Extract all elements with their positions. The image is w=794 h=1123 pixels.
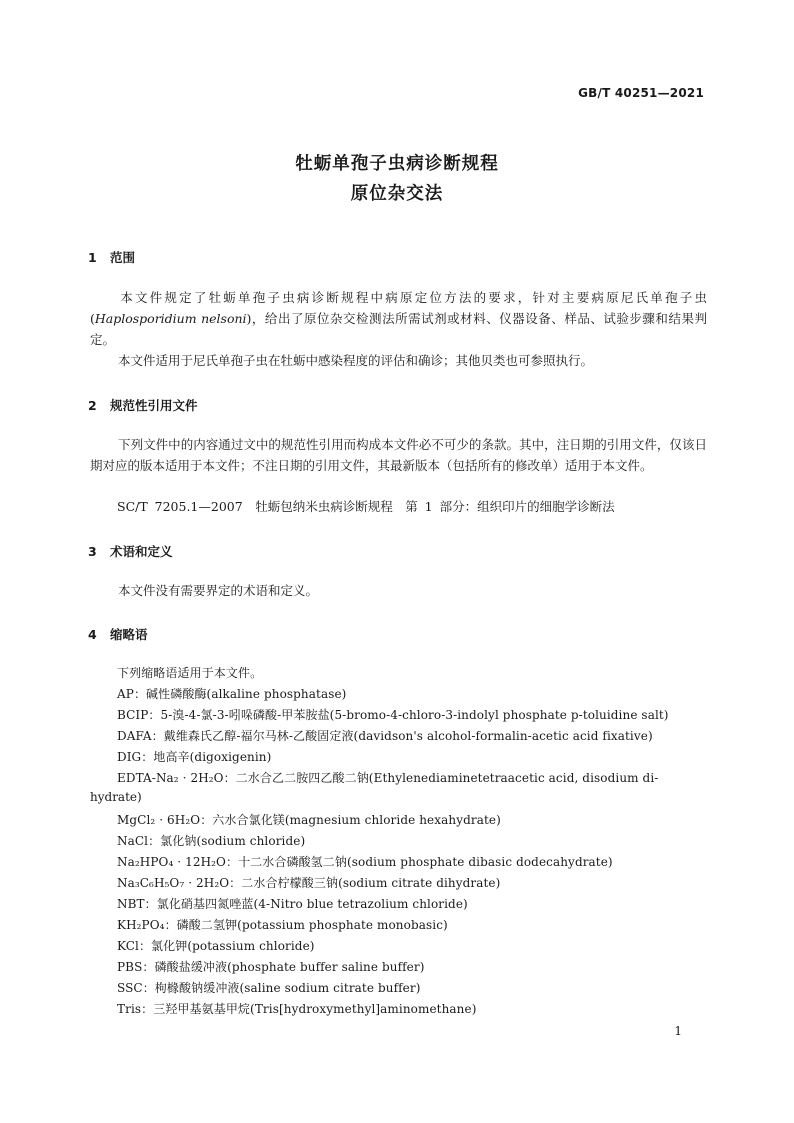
document-title: 牡蛎单孢子虫病诊断规程 — [295, 154, 499, 174]
normative-reference: SC/T 7205.1—2007 牡蛎包纳米虫病诊断规程 第 1 部分：组织印片的细胞学诊断法 — [117, 499, 615, 514]
scope-text-b: )，给出了原位杂交检测法所需试剂或材料、仪器设备、样品、试验步骤和结果判定。 — [90, 311, 707, 347]
document-subtitle: 原位杂交法 — [350, 184, 444, 204]
scope-applicability — [90, 350, 707, 371]
section-title: 范围 — [110, 250, 136, 265]
abbr-intro: 下列缩略语适用于本文件。 — [117, 666, 263, 680]
abbr-item: Tris：三羟甲基氨基甲烷(Tris[hydroxymethyl]aminomethane) — [117, 1002, 477, 1016]
scope-open-paren: ( — [90, 311, 95, 326]
abbr-item-continuation: hydrate) — [90, 790, 142, 804]
section-number: 4 — [88, 627, 97, 642]
standard-number: GB/T 40251—2021 — [578, 86, 704, 100]
abbr-item: NaCl：氯化钠(sodium chloride) — [117, 834, 306, 848]
normative-text: 下列文件中的内容通过文中的规范性引用而构成本文件必不可少的条款。其中，注日期的引用文件，仅该日期对应的版本适用于本文件；不注日期的引用文件，其最新版本（包括所有的修改单）适用于本文件。 — [90, 437, 707, 473]
section-title: 缩略语 — [110, 627, 148, 642]
scope-paragraph — [90, 287, 707, 350]
abbr-item: MgCl₂ · 6H₂O：六水合氯化镁(magnesium chloride hexahydrate) — [117, 813, 501, 827]
section-number: 2 — [88, 398, 97, 413]
normative-paragraph — [90, 434, 707, 476]
terms-text: 本文件没有需要界定的术语和定义。 — [118, 583, 319, 598]
abbr-item: SSC：枸橼酸钠缓冲液(saline sodium citrate buffer) — [117, 981, 421, 995]
abbr-item: BCIP：5-溴-4-氯-3-吲哚磷酸-甲苯胺盐(5-bromo-4-chloro-3-indolyl phosphate p-toluidine salt) — [117, 708, 669, 722]
terms-paragraph — [90, 580, 707, 601]
section-heading-2 — [88, 396, 198, 414]
species-name: Haplosporidium nelsoni — [94, 311, 247, 326]
section-heading-1 — [88, 248, 135, 266]
section-title: 术语和定义 — [110, 544, 173, 559]
scope-text-a: 本文件规定了牡蛎单孢子虫病诊断规程中病原定位方法的要求，针对主要病原尼氏单孢子虫 — [118, 290, 707, 305]
abbr-item: DAFA：戴维森氏乙醇-福尔马林-乙酸固定液(davidson's alcohol-formalin-acetic acid fixative) — [117, 729, 653, 743]
section-title: 规范性引用文件 — [110, 398, 198, 413]
abbr-item: DIG：地高辛(digoxigenin) — [117, 750, 272, 764]
abbr-item: NBT：氯化硝基四氮唑蓝(4-Nitro blue tetrazolium chloride) — [117, 897, 468, 911]
abbr-item: EDTA-Na₂ · 2H₂O：二水合乙二胺四乙酸二钠(Ethylenediaminetetraacetic acid, disodium di- — [117, 771, 659, 785]
section-heading-4 — [88, 625, 148, 643]
page-number: 1 — [674, 1024, 682, 1038]
abbr-item: KH₂PO₄：磷酸二氢钾(potassium phosphate monobasic) — [117, 918, 448, 932]
section-number: 1 — [88, 250, 97, 265]
abbr-item: PBS：磷酸盐缓冲液(phosphate buffer saline buffer) — [117, 960, 425, 974]
abbr-item: Na₃C₆H₅O₇ · 2H₂O：二水合柠檬酸三钠(sodium citrate dihydrate) — [117, 876, 501, 890]
abbr-item: Na₂HPO₄ · 12H₂O：十二水合磷酸氢二钠(sodium phosphate dibasic dodecahydrate) — [117, 855, 613, 869]
abbr-item: KCl：氯化钾(potassium chloride) — [117, 939, 315, 953]
abbr-item: AP：碱性磷酸酶(alkaline phosphatase) — [117, 687, 347, 701]
section-heading-3 — [88, 542, 173, 560]
scope-applicability-text: 本文件适用于尼氏单孢子虫在牡蛎中感染程度的评估和确诊；其他贝类也可参照执行。 — [118, 353, 594, 368]
section-number: 3 — [88, 544, 97, 559]
